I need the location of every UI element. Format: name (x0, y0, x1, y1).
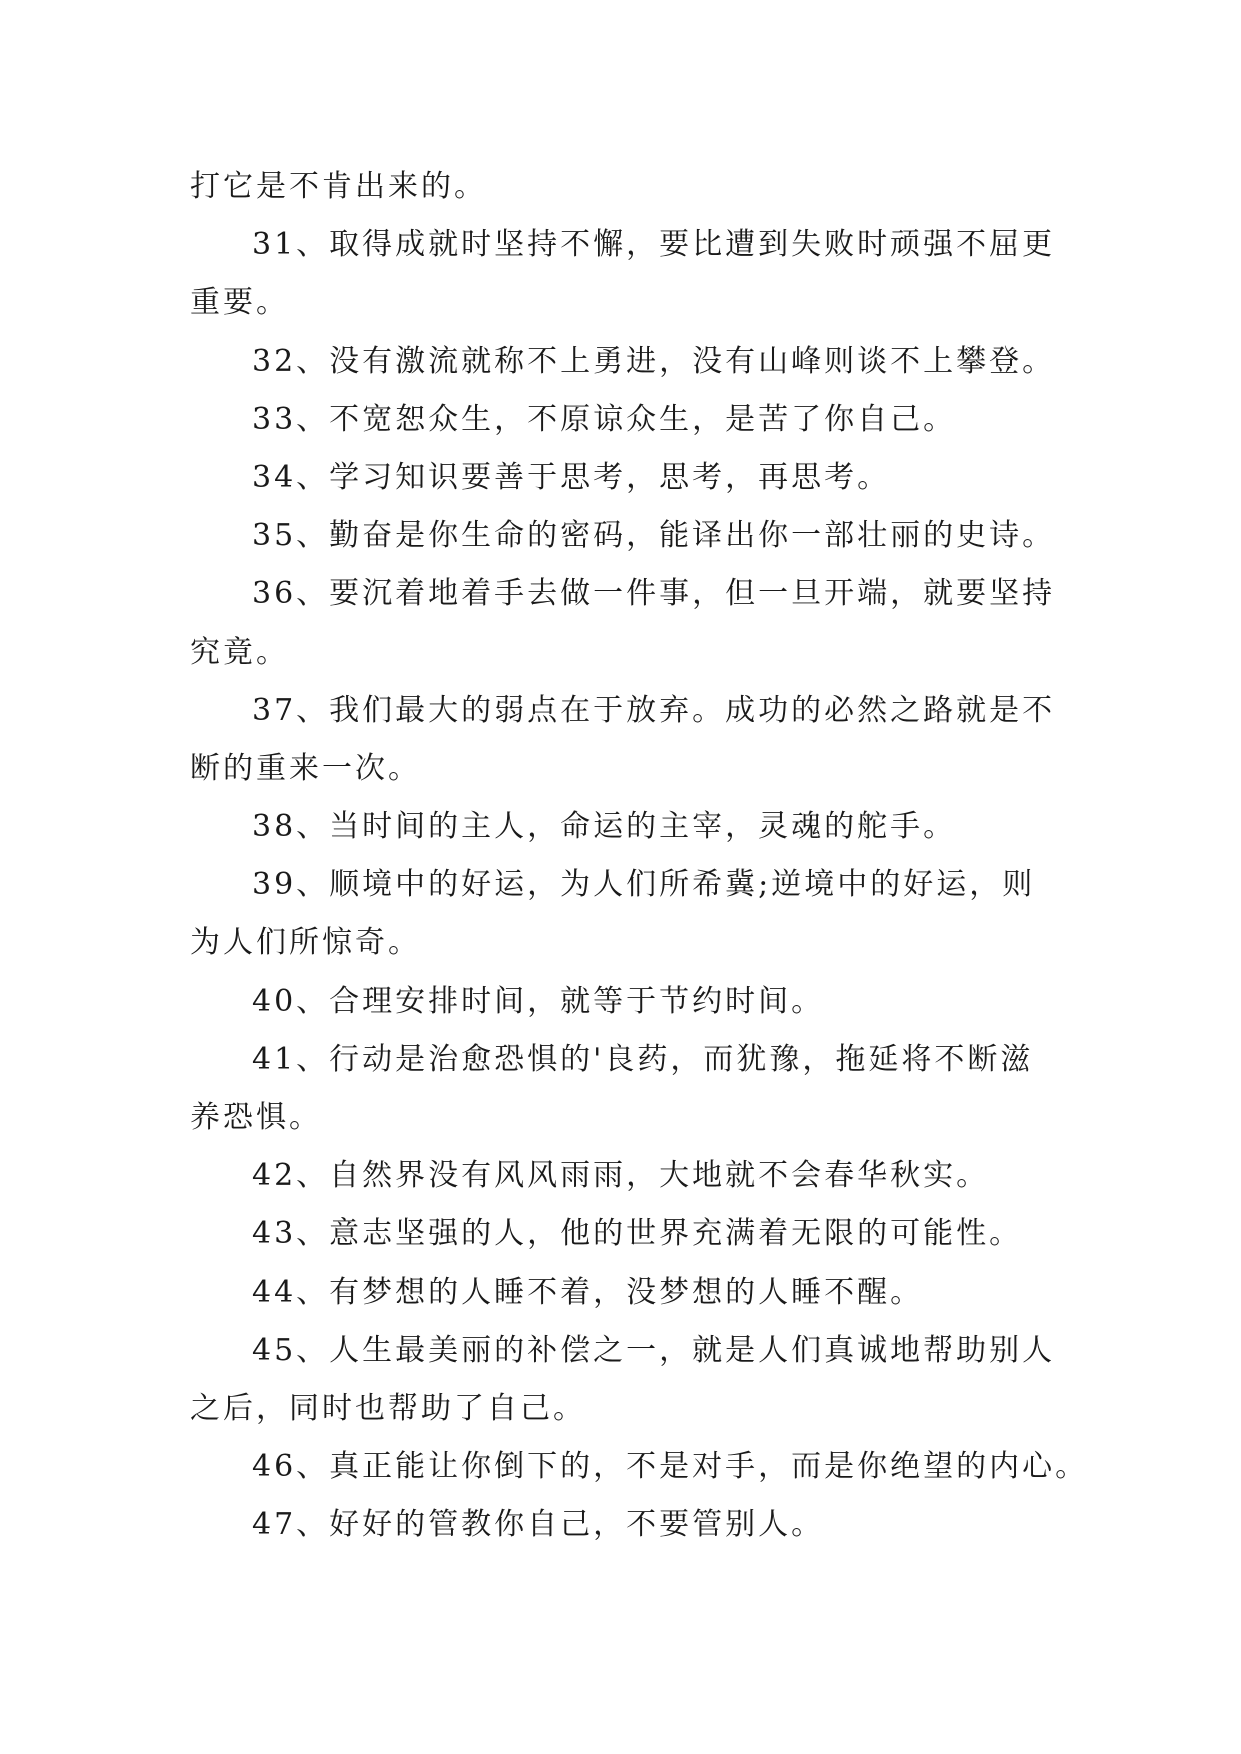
quote-line: 31、取得成就时坚持不懈，要比遭到失败时顽强不屈更 (252, 227, 1056, 263)
text-line: 为人们所惊奇。 (190, 925, 421, 961)
quote-line: 33、不宽恕众生，不原谅众生，是苦了你自己。 (252, 401, 957, 437)
quote-line: 40、合理安排时间，就等于节约时间。 (252, 983, 825, 1019)
quote-line: 41、行动是治愈恐惧的'良药，而犹豫，拖延将不断滋 (252, 1041, 1034, 1077)
quote-line: 36、要沉着地着手去做一件事，但一旦开端，就要坚持 (252, 576, 1056, 612)
quote-line: 38、当时间的主人，命运的主宰，灵魂的舵手。 (252, 809, 957, 845)
text-line: 打它是不肯出来的。 (190, 169, 487, 204)
quote-line: 47、好好的管教你自己，不要管别人。 (252, 1507, 825, 1543)
quote-line: 32、没有激流就称不上勇进，没有山峰则谈不上攀登。 (252, 343, 1056, 379)
quote-line: 35、勤奋是你生命的密码，能译出你一部壮丽的史诗。 (252, 518, 1056, 554)
quote-line: 46、真正能让你倒下的，不是对手，而是你绝望的内心。 (252, 1449, 1089, 1485)
text-line: 究竟。 (190, 634, 289, 670)
text-line: 之后，同时也帮助了自己。 (190, 1390, 586, 1426)
document-body (190, 158, 1089, 1555)
quote-line: 43、意志坚强的人，他的世界充满着无限的可能性。 (252, 1216, 1023, 1252)
quote-line: 45、人生最美丽的补偿之一，就是人们真诚地帮助别人 (252, 1332, 1056, 1368)
quote-line: 44、有梦想的人睡不着，没梦想的人睡不醒。 (252, 1274, 924, 1310)
text-line: 养恐惧。 (190, 1100, 322, 1135)
quote-line: 34、学习知识要善于思考，思考，再思考。 (252, 459, 891, 495)
quote-line: 39、顺境中的好运，为人们所希冀;逆境中的好运，则 (252, 867, 1036, 903)
text-line: 重要。 (190, 285, 289, 321)
quote-line: 37、我们最大的弱点在于放弃。成功的必然之路就是不 (252, 692, 1056, 728)
quote-line: 42、自然界没有风风雨雨，大地就不会春华秋实。 (252, 1158, 990, 1194)
text-line: 断的重来一次。 (190, 750, 421, 786)
